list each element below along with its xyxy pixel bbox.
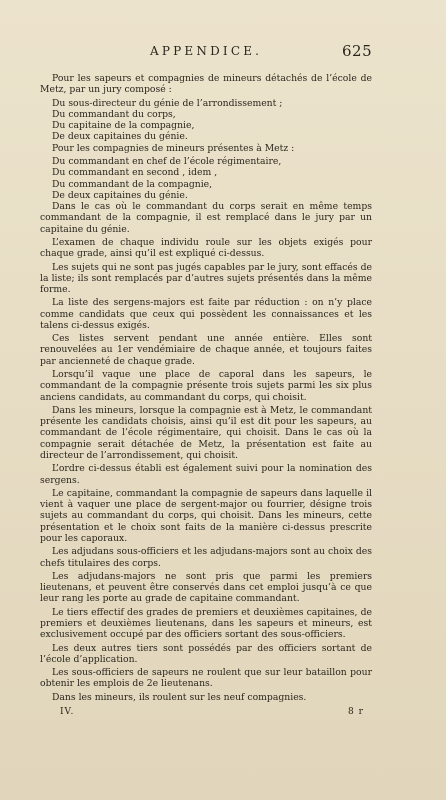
page-number: 625 bbox=[342, 42, 373, 60]
paragraph: La liste des sergens-majors est faite par réduction : on n’y place comme candidats que ceux qui possèdent les connaissances et les talens ci-dessus exigés. bbox=[40, 297, 372, 331]
paragraph: Les deux autres tiers sont possédés par des officiers sortant de l’école d’application. bbox=[40, 642, 372, 665]
paragraph: L’examen de chaque individu roule sur les objets exigés pour chaque grade, ainsi qu’il est expliqué ci-dessus. bbox=[40, 236, 372, 260]
list-item: Du commandant du corps, bbox=[52, 108, 176, 120]
paragraph: Le tiers effectif des grades de premiers et deuxièmes capitaines, de premiers et deuxièmes lieutenans, dans les sapeurs et mineurs, est exclusivement occupé par des officiers sortant des sous-officiers. bbox=[40, 606, 372, 641]
page-footer bbox=[0, 707, 446, 721]
page-body bbox=[40, 73, 372, 713]
list-item: Du capitaine de la compagnie, bbox=[52, 120, 195, 132]
list-item: De deux capitaines du génie. bbox=[52, 131, 188, 143]
page-header bbox=[0, 44, 446, 64]
paragraph: Les sous-officiers de sapeurs ne roulent que sur leur bataillon pour obtenir les emplois de 2e lieutenans. bbox=[40, 667, 372, 690]
paragraph: Pour les compagnies de mineurs présentes à Metz : bbox=[52, 142, 295, 154]
running-title: APPENDICE. bbox=[150, 44, 263, 58]
signature-mark: IV. bbox=[60, 707, 75, 717]
paragraph: Les adjudans-majors ne sont pris que parmi les premiers lieutenans, et peuvent être conservés dans cet emploi jusqu’à ce que leur rang les porte au grade de capitaine commandant. bbox=[40, 570, 372, 605]
list-item: De deux capitaines du génie. bbox=[52, 189, 188, 201]
paragraph: L’ordre ci-dessus établi est également suivi pour la nomination des sergens. bbox=[40, 463, 372, 486]
sheet-mark: 8 r bbox=[348, 707, 364, 717]
list-item: Du commandant en second , idem , bbox=[52, 167, 218, 179]
paragraph: Dans le cas où le commandant du corps serait en même temps commandant de la compagnie, il est remplacé dans le jury par un capitaine du génie. bbox=[40, 201, 372, 235]
paragraph: Ces listes servent pendant une année entière. Elles sont renouvelées au 1er vendémiaire de chaque année, et toujours faites par ancienneté de chaque grade. bbox=[40, 333, 372, 367]
paragraph: Les sujets qui ne sont pas jugés capables par le jury, sont effacés de la liste; ils sont remplacés par d’autres sujets présentés dans la même forme. bbox=[40, 261, 372, 296]
paragraph: Les adjudans sous-officiers et les adjudans-majors sont au choix des chefs titulaires des corps. bbox=[40, 546, 372, 569]
paragraph: Dans les mineurs, ils roulent sur les neuf compagnies. bbox=[52, 691, 307, 703]
list-item: Du sous-directeur du génie de l’arrondissement ; bbox=[52, 97, 283, 109]
paragraph: Pour les sapeurs et compagnies de mineurs détachés de l’école de Metz, par un jury composé : bbox=[40, 73, 372, 96]
paragraph: Le capitaine, commandant la compagnie de sapeurs dans laquelle il vient à vaquer une place de sergent-major ou fourrier, désigne trois sujets au commandant du corps, qui choisit. Dans les mineurs, cette présentation et le choix sont faits de la manière ci-dessus prescrite pour les caporaux. bbox=[40, 487, 372, 544]
paragraph: Lorsqu’il vaque une place de caporal dans les sapeurs, le commandant de la compagnie présente trois sujets parmi les six plus anciens candidats, au commandant du corps, qui choisit. bbox=[40, 369, 372, 403]
list-item: Du commandant en chef de l’école régimentaire, bbox=[52, 155, 282, 167]
list-item: Du commandant de la compagnie, bbox=[52, 178, 213, 190]
paragraph: Dans les mineurs, lorsque la compagnie est à Metz, le commandant présente les candidats choisis, ainsi qu’il est dit pour les sapeurs, au commandant de l’école régimentaire, qui choisit. Dans le cas où la compagnie serait détachée de Metz, la présentation est faite au directeur de l’arrondissement, qui choisit. bbox=[40, 404, 372, 461]
